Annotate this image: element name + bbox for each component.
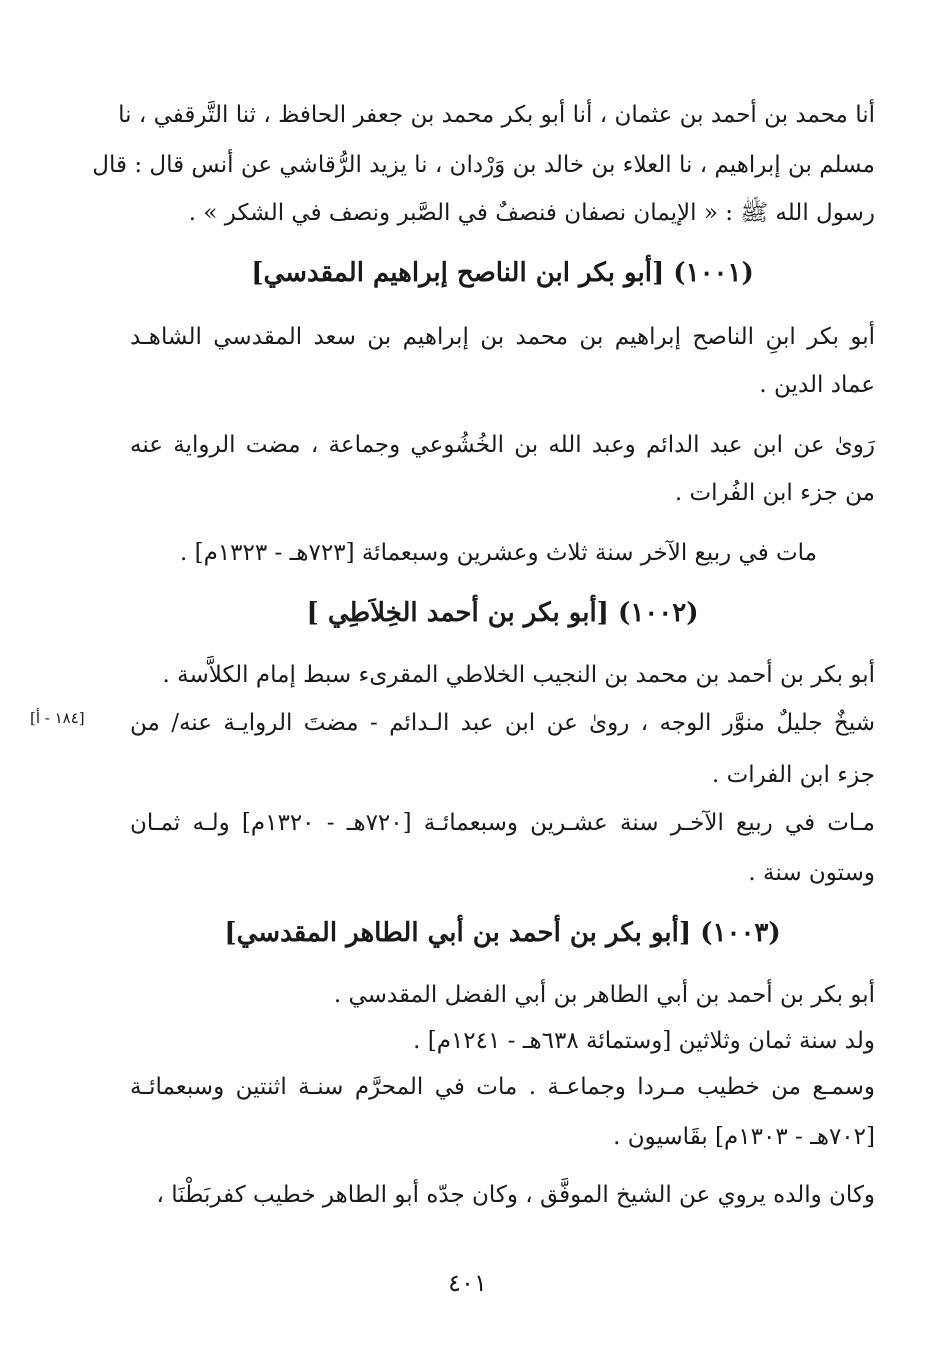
entry-1003-heading: (١٠٠٣) [أبو بكر بن أحمد بن أبي الطاهر المقدسي] [224,918,781,948]
intro-line-2: مسلم بن إبراهيم ، نا العلاء بن خالد بن وَرْدان ، نا يزيد الرُّقاشي عن أنس قال : قال [92,152,875,178]
entry-1003-line-4: [٧٠٢هـ - ١٣٠٣م] بقَاسيون . [613,1124,875,1150]
entry-1003-line-3: وسمـع من خطيب مـردا وجماعـة . مات في المحرَّم سنـة اثنتين وسبعمائـة [130,1074,875,1100]
entry-1002-line-5: وستون سنة . [748,860,875,886]
entry-1003-line-1: أبو بكر بن أحمد بن أبي الطاهر بن أبي الفضل المقدسي . [333,982,875,1008]
entry-1001-line-5: مات في ربيع الآخر سنة ثلاث وعشرين وسبعمائة [٧٢٣هـ - ١٣٢٣م] . [179,540,817,566]
entry-1001-line-1: أبو بكر ابنِ الناصح إبراهيم بن محمد بن إبراهيم بن سعد المقدسي الشاهـد [130,324,875,350]
entry-1002-line-2: شيخٌ جليلٌ منوَّر الوجه ، روىٰ عن ابن عبد الـدائم - مضتَ الروايـة عنه/ من [130,710,875,736]
entry-1002-heading: (١٠٠٢) [أبو بكر بن أحمد الخِلاَطِي ] [306,598,699,628]
entry-1002-line-1: أبو بكر بن أحمد بن محمد بن النجيب الخلاطي المقرىء سبط إمام الكلاَّسة . [162,662,875,688]
intro-line-3: رسول الله ﷺ : « الإيمان نصفان فنصفٌ في الصَّبر ونصف في الشكر » . [188,200,875,226]
entry-1002-line-3: جزء ابن الفرات . [711,762,875,788]
entry-1001-line-2: عماد الدين . [759,372,875,398]
page-number: ٤٠١ [448,1269,487,1297]
entry-1001-line-4: من جزء ابن الفُرات . [674,480,875,506]
entry-1003-line-2: ولد سنة ثمان وثلاثين [وستمائة ٦٣٨هـ - ١٢٤١م] . [413,1028,875,1054]
entry-1002-line-4: مـات في ربيع الآخـر سنة عشـرين وسبعمائـة [٧٢٠هـ - ١٣٢٠م] ولـه ثمـان [130,810,875,836]
entry-1003-line-5: وكان والده يروي عن الشيخ الموفَّق ، وكان جدّه أبو الطاهر خطيب كفربَطْنَا ، [156,1182,875,1208]
entry-1001-line-3: رَوىٰ عن ابن عبد الدائم وعبد الله بن الخُشُوعي وجماعة ، مضت الرواية عنه [130,432,875,458]
folio-margin-note: [١٨٤ - أ] [30,709,85,727]
intro-line-1: أنا محمد بن أحمد بن عثمان ، أنا أبو بكر محمد بن جعفر الحافظ ، ثنا التَّرقفي ، نا [118,102,875,128]
entry-1001-heading: (١٠٠١) [أبو بكر ابن الناصح إبراهيم المقدسي] [251,258,754,288]
